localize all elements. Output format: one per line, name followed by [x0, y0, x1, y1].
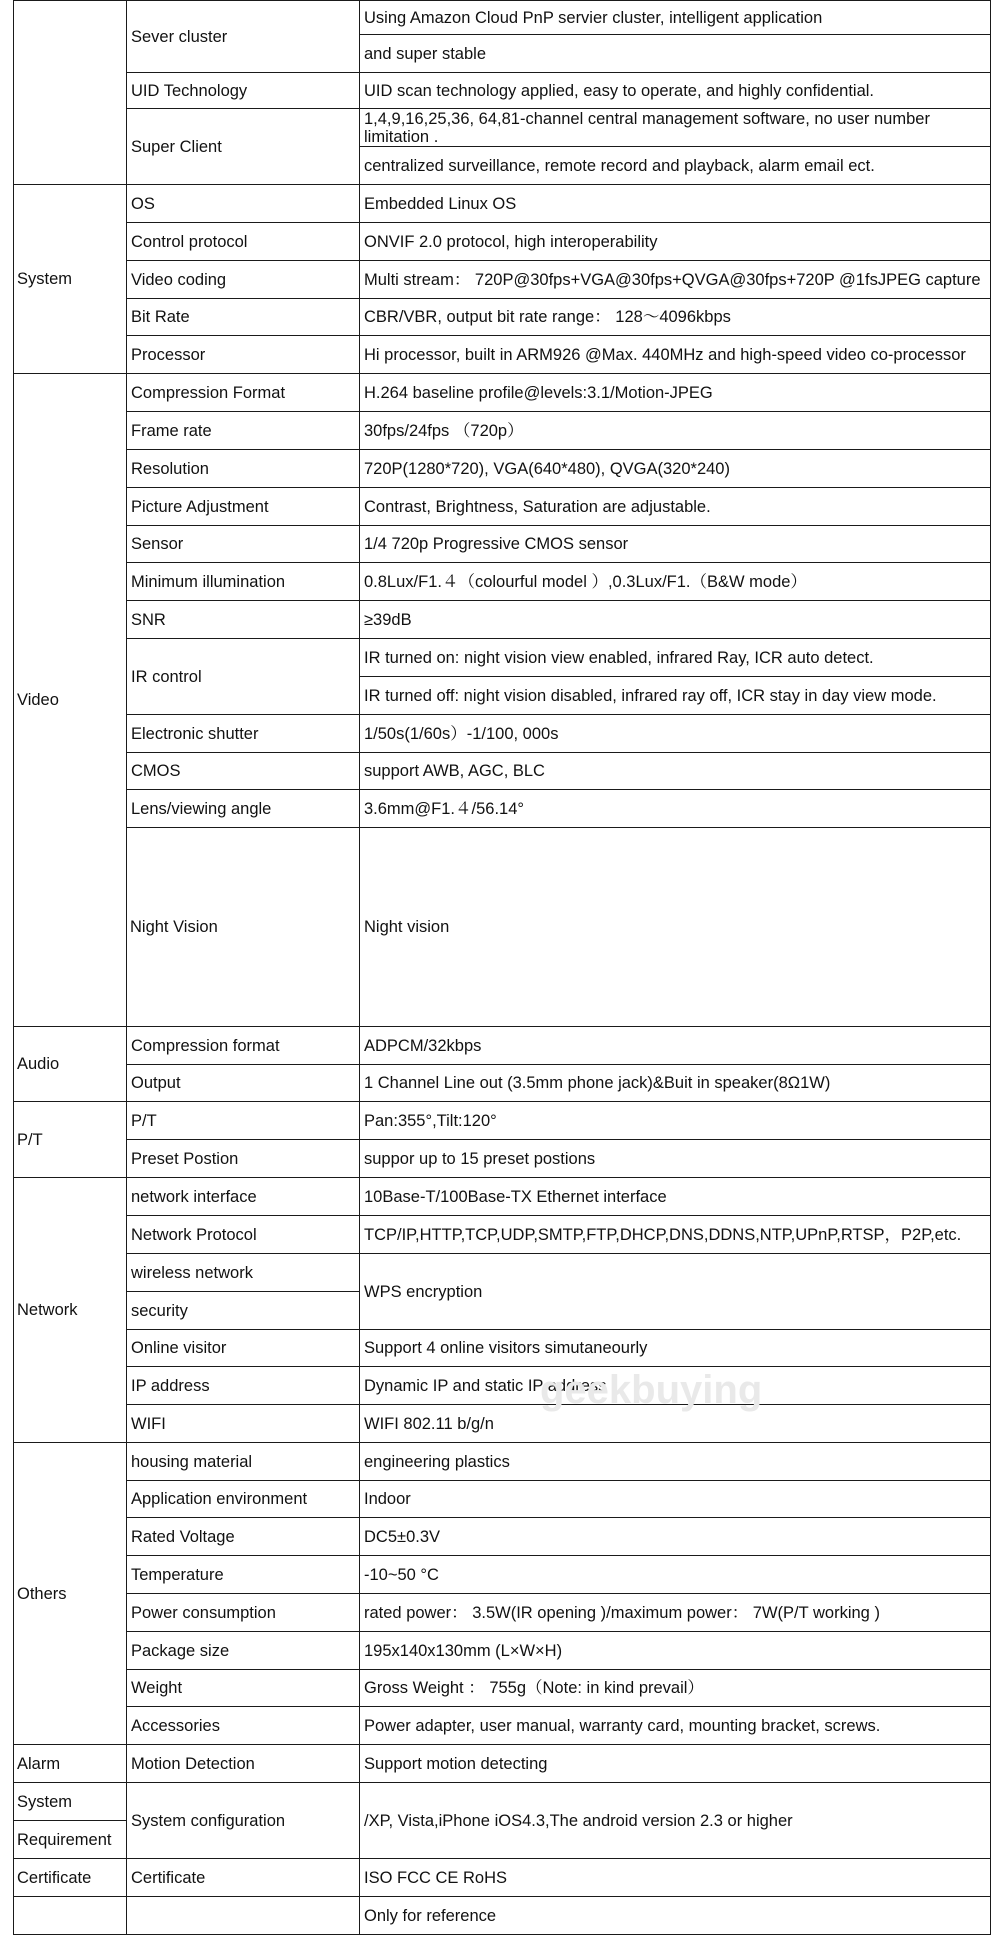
- table-row: [14, 1594, 991, 1632]
- table-row: [14, 1330, 991, 1367]
- table-row: [14, 1632, 991, 1670]
- spec-value-cell: Support motion detecting: [360, 1745, 991, 1783]
- spec-value-cell: Multi stream： 720P@30fps+VGA@30fps+QVGA@30fps+720P @1fsJPEG capture: [360, 261, 991, 299]
- table-row: [14, 1, 991, 35]
- category-cell: System: [14, 1783, 127, 1821]
- category-cell: Requirement: [14, 1821, 127, 1859]
- table-row: [14, 1027, 991, 1065]
- spec-value-cell: DC5±0.3V: [360, 1518, 991, 1556]
- spec-value-cell: 1,4,9,16,25,36, 64,81-channel central management software, no user number limitation .: [360, 109, 991, 147]
- category-cell: [14, 1897, 127, 1935]
- spec-name-cell: Output: [127, 1065, 360, 1102]
- spec-value-cell: ADPCM/32kbps: [360, 1027, 991, 1065]
- table-row: [14, 563, 991, 601]
- table-row: [14, 299, 991, 336]
- spec-name-cell: Resolution: [127, 450, 360, 488]
- spec-value-cell: rated power： 3.5W(IR opening )/maximum power： 7W(P/T working ): [360, 1594, 991, 1632]
- spec-value-cell: Support 4 online visitors simutaneourly: [360, 1330, 991, 1367]
- spec-value-cell: 195x140x130mm (L×W×H): [360, 1632, 991, 1670]
- spec-name-cell: Sensor: [127, 526, 360, 563]
- spec-name-cell: Minimum illumination: [127, 563, 360, 601]
- category-cell: [14, 1, 127, 185]
- spec-name-cell: Accessories: [127, 1707, 360, 1745]
- table-row: [14, 1481, 991, 1518]
- category-cell: P/T: [14, 1102, 127, 1178]
- table-row: [14, 753, 991, 790]
- spec-value-cell: Pan:355°,Tilt:120°: [360, 1102, 991, 1140]
- table-row: [14, 109, 991, 147]
- table-row: [14, 412, 991, 450]
- spec-name-cell: Online visitor: [127, 1330, 360, 1367]
- category-cell: Video: [14, 374, 127, 1027]
- spec-value-cell: 0.8Lux/F1.４（colourful model ）,0.3Lux/F1.（B&W mode）: [360, 563, 991, 601]
- spec-value-cell: H.264 baseline profile@levels:3.1/Motion-JPEG: [360, 374, 991, 412]
- spec-value-cell: engineering plastics: [360, 1443, 991, 1481]
- spec-value-cell: /XP, Vista,iPhone iOS4.3,The android version 2.3 or higher: [360, 1783, 991, 1859]
- spec-name-cell: security: [127, 1292, 360, 1330]
- table-row: [14, 601, 991, 639]
- spec-name-cell: System configuration: [127, 1783, 360, 1859]
- category-cell: Alarm: [14, 1745, 127, 1783]
- spec-value-cell: Embedded Linux OS: [360, 185, 991, 223]
- spec-name-cell: Bit Rate: [127, 299, 360, 336]
- spec-value-cell: suppor up to 15 preset postions: [360, 1140, 991, 1178]
- spec-value-cell: Contrast, Brightness, Saturation are adjustable.: [360, 488, 991, 526]
- spec-value-cell: WPS encryption: [360, 1254, 991, 1330]
- spec-value-cell: -10~50 °C: [360, 1556, 991, 1594]
- spec-name-cell: P/T: [127, 1102, 360, 1140]
- spec-name-cell: Weight: [127, 1670, 360, 1707]
- spec-name-cell: Lens/viewing angle: [127, 790, 360, 828]
- spec-value-cell: support AWB, AGC, BLC: [360, 753, 991, 790]
- spec-value-cell: IR turned on: night vision view enabled, infrared Ray, ICR auto detect.: [360, 639, 991, 677]
- spec-name-cell: Compression Format: [127, 374, 360, 412]
- table-row: [14, 1556, 991, 1594]
- spec-name-cell: Sever cluster: [127, 1, 360, 73]
- spec-value-cell: TCP/IP,HTTP,TCP,UDP,SMTP,FTP,DHCP,DNS,DDNS,NTP,UPnP,RTSP，P2P,etc.: [360, 1216, 991, 1254]
- spec-value-cell: 720P(1280*720), VGA(640*480), QVGA(320*240): [360, 450, 991, 488]
- spec-name-cell: Rated Voltage: [127, 1518, 360, 1556]
- spec-value-cell: 10Base-T/100Base-TX Ethernet interface: [360, 1178, 991, 1216]
- table-row: [14, 1443, 991, 1481]
- table-row: [14, 1670, 991, 1707]
- spec-value-cell: CBR/VBR, output bit rate range： 128～4096kbps: [360, 299, 991, 336]
- spec-value-cell: IR turned off: night vision disabled, infrared ray off, ICR stay in day view mode.: [360, 677, 991, 715]
- spec-name-cell: Power consumption: [127, 1594, 360, 1632]
- spec-name-cell: Frame rate: [127, 412, 360, 450]
- spec-value-cell: ONVIF 2.0 protocol, high interoperability: [360, 223, 991, 261]
- spec-value-cell: ≥39dB: [360, 601, 991, 639]
- spec-name-cell: WIFI: [127, 1405, 360, 1443]
- table-row: [14, 1367, 991, 1405]
- table-row: [14, 828, 991, 1027]
- spec-value-cell: centralized surveillance, remote record and playback, alarm email ect.: [360, 147, 991, 185]
- spec-name-cell: Night vision: [360, 828, 991, 1027]
- table-row: [14, 450, 991, 488]
- category-cell: Network: [14, 1178, 127, 1443]
- table-row: [14, 336, 991, 374]
- table-row: [14, 1216, 991, 1254]
- table-row: [14, 1518, 991, 1556]
- category-cell: Others: [14, 1443, 127, 1745]
- category-cell: Night Vision: [127, 828, 360, 1027]
- spec-value-cell: ISO FCC CE RoHS: [360, 1859, 991, 1897]
- spec-name-cell: Preset Postion: [127, 1140, 360, 1178]
- table-row: [14, 1178, 991, 1216]
- spec-value-cell: Gross Weight ： 755g（Note: in kind prevail）: [360, 1670, 991, 1707]
- table-row: [14, 73, 991, 109]
- spec-name-cell: CMOS: [127, 753, 360, 790]
- spec-name-cell: OS: [127, 185, 360, 223]
- spec-name-cell: Network Protocol: [127, 1216, 360, 1254]
- table-row: [14, 526, 991, 563]
- spec-value-cell: 1 Channel Line out (3.5mm phone jack)&Buit in speaker(8Ω1W): [360, 1065, 991, 1102]
- spec-name-cell: [127, 1897, 360, 1935]
- table-row: [14, 1254, 991, 1292]
- table-row: [14, 1707, 991, 1745]
- spec-name-cell: Motion Detection: [127, 1745, 360, 1783]
- spec-name-cell: Application environment: [127, 1481, 360, 1518]
- spec-name-cell: Electronic shutter: [127, 715, 360, 753]
- spec-name-cell: wireless network: [127, 1254, 360, 1292]
- spec-value-cell: Hi processor, built in ARM926 @Max. 440MHz and high-speed video co-processor: [360, 336, 991, 374]
- spec-name-cell: Video coding: [127, 261, 360, 299]
- spec-table: [13, 0, 991, 1935]
- table-row: [14, 488, 991, 526]
- spec-name-cell: Processor: [127, 336, 360, 374]
- spec-name-cell: network interface: [127, 1178, 360, 1216]
- spec-name-cell: Picture Adjustment: [127, 488, 360, 526]
- watermark: geekbuying: [540, 1368, 763, 1412]
- table-row: [14, 1405, 991, 1443]
- table-row: [14, 261, 991, 299]
- spec-value-cell: Indoor: [360, 1481, 991, 1518]
- table-row: [14, 185, 991, 223]
- spec-name-cell: UID Technology: [127, 73, 360, 109]
- table-row: [14, 1065, 991, 1102]
- table-row: [14, 639, 991, 677]
- table-row: [14, 790, 991, 828]
- spec-value-cell: Power adapter, user manual, warranty card, mounting bracket, screws.: [360, 1707, 991, 1745]
- table-row: [14, 1897, 991, 1935]
- spec-value-cell: UID scan technology applied, easy to operate, and highly confidential.: [360, 73, 991, 109]
- spec-value-cell: 1/50s(1/60s）-1/100, 000s: [360, 715, 991, 753]
- spec-value-cell: 30fps/24fps （720p）: [360, 412, 991, 450]
- table-row: [14, 715, 991, 753]
- spec-name-cell: Temperature: [127, 1556, 360, 1594]
- category-cell: System: [14, 185, 127, 374]
- spec-name-cell: SNR: [127, 601, 360, 639]
- spec-name-cell: IR control: [127, 639, 360, 715]
- category-cell: Certificate: [14, 1859, 127, 1897]
- spec-name-cell: Certificate: [127, 1859, 360, 1897]
- spec-name-cell: Package size: [127, 1632, 360, 1670]
- spec-name-cell: IP address: [127, 1367, 360, 1405]
- table-row: [14, 1102, 991, 1140]
- spec-name-cell: Compression format: [127, 1027, 360, 1065]
- spec-value-cell: and super stable: [360, 35, 991, 73]
- spec-value-cell: Using Amazon Cloud PnP servier cluster, intelligent application: [360, 1, 991, 35]
- spec-value-cell: 1/4 720p Progressive CMOS sensor: [360, 526, 991, 563]
- spec-name-cell: Control protocol: [127, 223, 360, 261]
- table-row: [14, 1140, 991, 1178]
- spec-value-cell: WIFI 802.11 b/g/n: [360, 1405, 991, 1443]
- spec-value-cell: Only for reference: [360, 1897, 991, 1935]
- table-row: [14, 374, 991, 412]
- spec-name-cell: Super Client: [127, 109, 360, 185]
- category-cell: Audio: [14, 1027, 127, 1102]
- table-row: [14, 1783, 991, 1821]
- table-row: [14, 223, 991, 261]
- table-row: [14, 1745, 991, 1783]
- table-row: [14, 1859, 991, 1897]
- spec-value-cell: Dynamic IP and static IP address: [360, 1367, 991, 1405]
- spec-table-body: [14, 1, 991, 1935]
- spec-value-cell: 3.6mm@F1.４/56.14°: [360, 790, 991, 828]
- spec-name-cell: housing material: [127, 1443, 360, 1481]
